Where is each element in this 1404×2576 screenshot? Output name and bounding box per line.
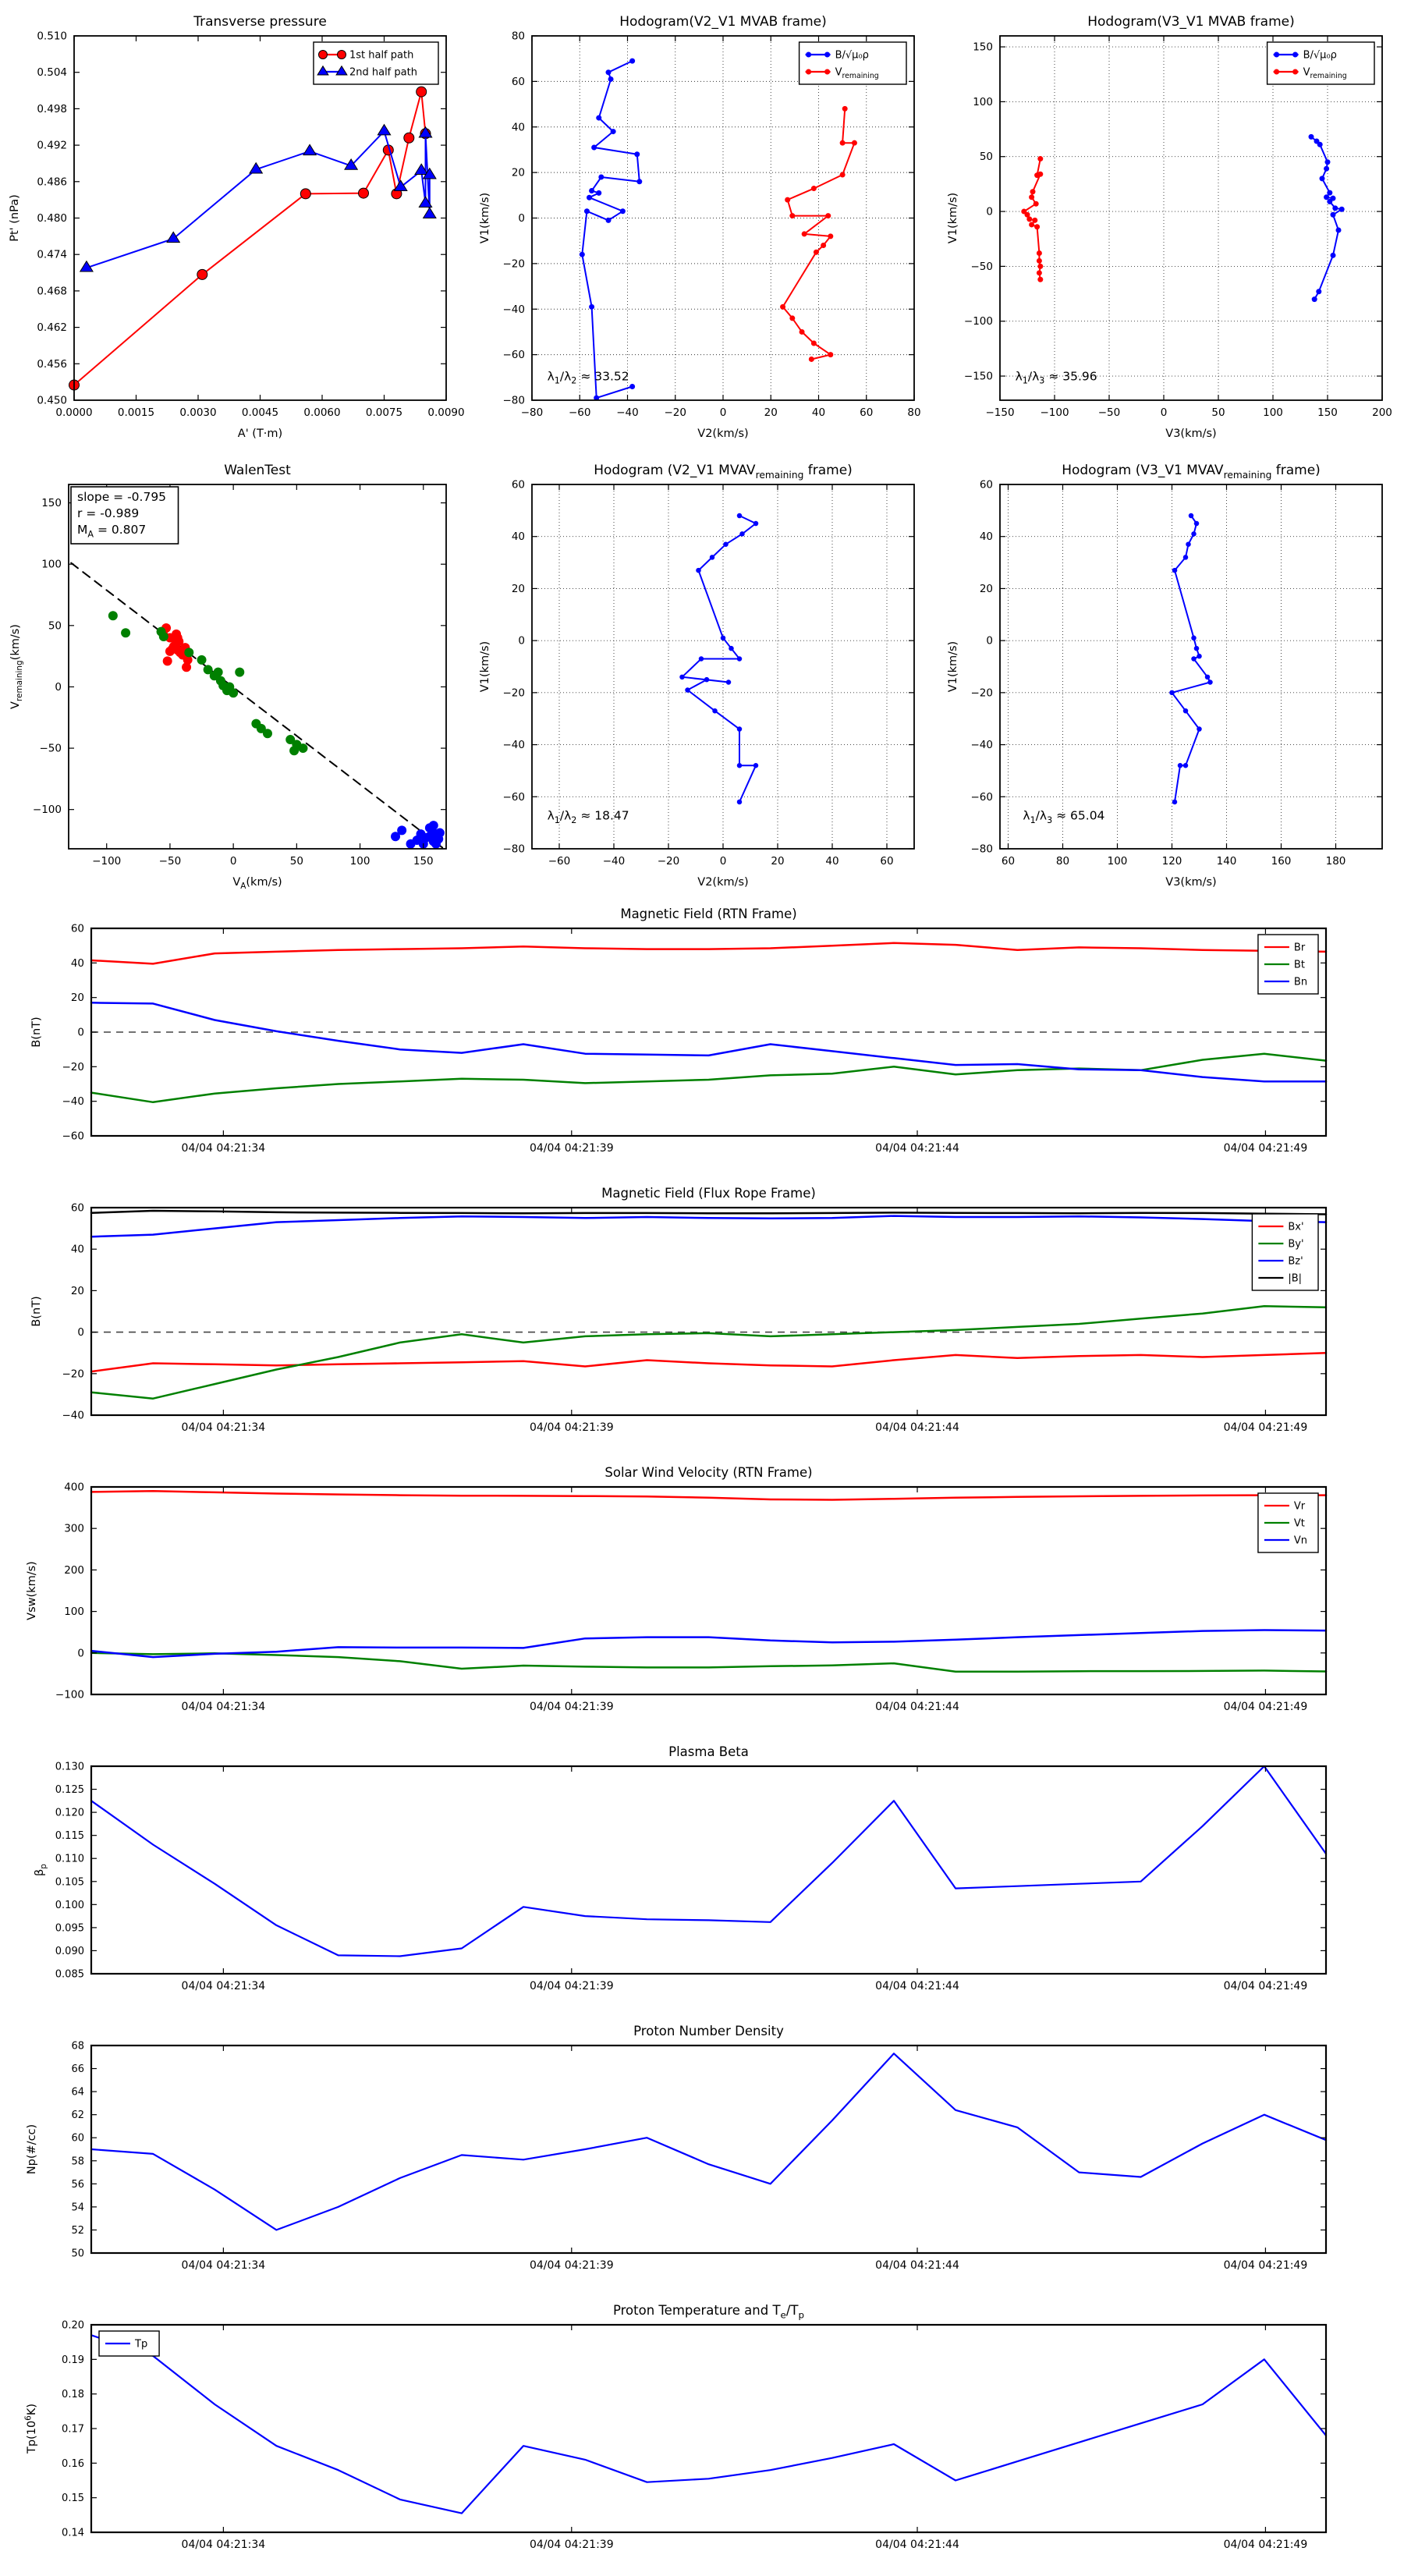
series-V-remaining [783, 108, 855, 359]
y-tick-label: −40 [62, 1095, 84, 1109]
proton-number-density-svg [0, 2014, 1404, 2294]
y-tick-label: 0.125 [55, 1784, 84, 1797]
x-tick-label: 50 [289, 855, 303, 868]
x-tick-label: 150 [1317, 406, 1338, 419]
chart-plasma-beta [0, 1735, 1404, 2014]
chart-hodogram-v3v1-mvab [936, 0, 1404, 449]
x-tick-label: 0.0075 [365, 406, 403, 419]
chart-title: Hodogram (V2_V1 $MVAV_{remaining}$ frame) [594, 463, 853, 481]
y-tick-label: −150 [963, 370, 993, 383]
plot-area [91, 2325, 1326, 2532]
y-axis-label: V1(km/s) [947, 192, 959, 244]
x-tick-label: −40 [602, 855, 626, 868]
series-B-magnitude [91, 1211, 1326, 1215]
x-tick-label: 20 [771, 855, 785, 868]
legend-label: Bz' [1288, 1255, 1303, 1268]
legend-label: B/√μ₀ρ [1303, 49, 1337, 62]
legend-label: Vn [1293, 1535, 1308, 1547]
x-tick-label: 40 [825, 855, 839, 868]
series-fit-line [71, 563, 442, 848]
x-tick-label: 04/04 04:21:34 [181, 2539, 266, 2551]
y-tick-label: 0 [77, 1647, 84, 1660]
y-tick-label: −40 [502, 739, 525, 752]
x-tick-label: 0.0060 [303, 406, 341, 419]
plot-area [1000, 36, 1382, 400]
x-tick-label: 60 [880, 855, 894, 868]
x-tick-label: 0.0030 [179, 406, 217, 419]
chart-title: Hodogram(V3_V1 MVAB frame) [1087, 14, 1295, 30]
chart-title: Hodogram(V2_V1 MVAB frame) [619, 14, 827, 30]
y-tick-label: −50 [39, 742, 62, 755]
x-tick-label: −60 [569, 406, 591, 419]
y-tick-label: 200 [64, 1563, 84, 1577]
y-tick-label: 0 [77, 1326, 84, 1339]
y-tick-label: −100 [963, 315, 993, 328]
legend-label: Bn [1293, 976, 1308, 988]
walen-test-svg [0, 449, 468, 897]
chart-title: Hodogram (V3_V1 $MVAV_{remaining}$ frame) [1062, 463, 1321, 481]
y-tick-label: 40 [511, 530, 525, 544]
stats-line: $M_A = 0.807$ [77, 523, 147, 540]
y-tick-label: 0.18 [62, 2389, 84, 2401]
legend-label: B/√μ₀ρ [835, 49, 869, 62]
series-By-prime [91, 1306, 1326, 1398]
y-tick-label: 20 [979, 582, 993, 595]
legend-label: Tp [135, 2338, 148, 2351]
x-tick-label: 04/04 04:21:39 [529, 1701, 614, 1713]
chart-solar-wind-velocity [0, 1456, 1404, 1735]
legend-label: $V_{remaining}$ [835, 66, 879, 81]
chart-title: Magnetic Field (RTN Frame) [620, 907, 797, 921]
legend-label: 2nd half path [349, 66, 417, 79]
y-tick-label: 80 [511, 30, 525, 43]
x-tick-label: −50 [1097, 406, 1121, 419]
chart-magnetic-field-flux-rope [0, 1176, 1404, 1456]
y-tick-label: 0.120 [55, 1807, 84, 1819]
x-tick-label: 140 [1216, 855, 1237, 868]
y-tick-label: 58 [71, 2156, 84, 2168]
hodogram-v3v1-mvav-svg [936, 449, 1404, 897]
y-tick-label: 52 [71, 2224, 84, 2237]
y-tick-label: 0 [986, 205, 993, 218]
y-tick-label: 60 [979, 478, 993, 491]
y-tick-label: 0.15 [62, 2493, 84, 2505]
y-tick-label: 0.090 [55, 1945, 84, 1957]
y-tick-label: −80 [970, 843, 993, 856]
magnetic-field-flux-rope-svg [0, 1176, 1404, 1456]
x-tick-label: 04/04 04:21:44 [875, 1701, 959, 1713]
legend-label: |B| [1288, 1272, 1303, 1285]
y-tick-label: 0.100 [55, 1899, 84, 1911]
x-tick-label: 04/04 04:21:49 [1223, 1980, 1308, 1992]
x-tick-label: 04/04 04:21:44 [875, 1980, 959, 1992]
x-tick-label: 0 [1160, 406, 1168, 419]
series-1st-half-path [74, 92, 426, 385]
x-tick-label: −50 [158, 855, 182, 868]
y-tick-label: −40 [970, 739, 993, 752]
series-Vt [91, 1653, 1326, 1672]
chart-proton-number-density [0, 2014, 1404, 2294]
y-tick-label: 50 [979, 151, 993, 164]
y-tick-label: 0.105 [55, 1876, 84, 1889]
x-tick-label: 04/04 04:21:49 [1223, 2259, 1308, 2272]
y-tick-label: 60 [70, 1201, 84, 1215]
x-tick-label: 04/04 04:21:49 [1223, 2539, 1308, 2551]
x-tick-label: 80 [907, 406, 921, 419]
magnetic-field-rtn-svg [0, 897, 1404, 1176]
proton-temperature-svg [0, 2294, 1404, 2573]
series-V-remaining-hodogram [1172, 516, 1211, 802]
y-tick-label: 0 [518, 212, 525, 225]
x-axis-label: V2(km/s) [697, 428, 749, 440]
y-tick-label: 0.462 [37, 321, 67, 335]
x-tick-label: 0.0090 [427, 406, 465, 419]
y-tick-label: 150 [41, 497, 62, 510]
y-tick-label: 40 [511, 121, 525, 134]
series-Vr [91, 1491, 1326, 1499]
x-axis-label: V3(km/s) [1165, 876, 1217, 889]
y-tick-label: 0.20 [62, 2319, 84, 2332]
chart-title: Transverse pressure [193, 14, 327, 30]
y-tick-label: 60 [511, 478, 525, 491]
y-tick-label: −20 [970, 687, 993, 700]
transverse-pressure-svg [0, 0, 468, 449]
x-tick-label: 04/04 04:21:34 [181, 1142, 266, 1155]
y-tick-label: 20 [511, 582, 525, 595]
y-tick-label: 0.486 [37, 176, 67, 189]
x-tick-label: 100 [349, 855, 370, 868]
x-tick-label: −100 [1040, 406, 1069, 419]
x-tick-label: 0 [719, 406, 727, 419]
legend-label: Vt [1293, 1517, 1305, 1530]
y-tick-label: −60 [970, 790, 993, 804]
series-Vn [91, 1630, 1326, 1658]
y-tick-label: 62 [71, 2109, 84, 2122]
x-tick-label: 04/04 04:21:49 [1223, 1421, 1308, 1434]
y-tick-label: −40 [502, 303, 525, 316]
x-tick-label: −100 [92, 855, 122, 868]
y-tick-label: 40 [70, 956, 84, 970]
y-tick-label: −100 [55, 1688, 84, 1701]
chart-title: Proton Temperature and $T_e/T_p$ [612, 2303, 805, 2321]
annotation: $\lambda_1/\lambda_3 \approx 65.04$ [1023, 808, 1105, 825]
chart-title: Solar Wind Velocity (RTN Frame) [604, 1465, 813, 1480]
x-tick-label: 04/04 04:21:34 [181, 1421, 266, 1434]
y-tick-label: −50 [970, 260, 993, 273]
hodogram-v2v1-mvav-svg [468, 449, 936, 897]
x-tick-label: 04/04 04:21:39 [529, 1980, 614, 1992]
y-tick-label: 0.14 [62, 2527, 84, 2539]
x-tick-label: 04/04 04:21:44 [875, 2259, 959, 2272]
y-tick-label: 150 [973, 41, 993, 54]
chart-hodogram-v2v1-mvab [468, 0, 936, 449]
x-tick-label: −150 [985, 406, 1015, 419]
x-tick-label: 50 [1211, 406, 1225, 419]
y-tick-label: 0.19 [62, 2354, 84, 2366]
y-tick-label: 0.085 [55, 1968, 84, 1981]
legend-label: $V_{remaining}$ [1303, 66, 1347, 81]
chart-title: Proton Number Density [633, 2024, 784, 2038]
y-axis-label: Pt' (nPa) [9, 194, 21, 242]
y-tick-label: −20 [502, 687, 525, 700]
plot-area [91, 2046, 1326, 2253]
x-tick-label: −80 [520, 406, 544, 419]
series-B-over-sqrt-mu0rho [582, 61, 640, 398]
y-tick-label: 0.456 [37, 357, 67, 371]
y-tick-label: 0.115 [55, 1830, 84, 1843]
annotation: $\lambda_1/\lambda_3 \approx 35.96$ [1015, 369, 1097, 386]
x-tick-label: 80 [1055, 855, 1070, 868]
chart-magnetic-field-rtn [0, 897, 1404, 1176]
y-tick-label: 20 [70, 1284, 84, 1297]
x-tick-label: −20 [664, 406, 686, 419]
y-tick-label: 100 [973, 95, 993, 108]
x-tick-label: 120 [1161, 855, 1182, 868]
y-tick-label: 0.474 [37, 248, 67, 261]
y-tick-label: 0 [55, 680, 62, 694]
y-axis-label: $\beta_p$ [34, 1864, 49, 1876]
x-tick-label: 04/04 04:21:39 [529, 1421, 614, 1434]
x-tick-label: 04/04 04:21:34 [181, 1701, 266, 1713]
y-tick-label: 50 [48, 619, 62, 633]
series-Bz-prime [91, 1216, 1326, 1237]
x-tick-label: 40 [811, 406, 826, 419]
x-tick-label: 0 [719, 855, 727, 868]
y-tick-label: 20 [511, 166, 525, 179]
y-tick-label: 64 [71, 2086, 84, 2099]
y-axis-label: V1(km/s) [947, 640, 959, 693]
series-V-remaining-hodogram [682, 516, 757, 802]
x-axis-label: A' (T·m) [237, 428, 283, 440]
x-tick-label: 100 [1107, 855, 1128, 868]
plot-area [91, 1208, 1326, 1415]
x-tick-label: 0.0000 [55, 406, 93, 419]
y-tick-label: −60 [502, 790, 525, 804]
legend-label: Bx' [1288, 1221, 1304, 1233]
x-tick-label: −60 [548, 855, 571, 868]
y-tick-label: 0 [986, 634, 993, 648]
y-tick-label: 0.095 [55, 1922, 84, 1935]
plot-area [91, 1487, 1326, 1694]
x-tick-label: 04/04 04:21:44 [875, 1421, 959, 1434]
x-axis-label: $V_A(km/s)$ [232, 876, 282, 892]
x-tick-label: 60 [860, 406, 874, 419]
chart-hodogram-v2v1-mvav [468, 449, 936, 897]
y-axis-label: Vsw(km/s) [26, 1561, 38, 1620]
legend-label: By' [1288, 1238, 1304, 1251]
x-tick-label: 0 [229, 855, 237, 868]
stats-line: slope = -0.795 [77, 490, 167, 504]
chart-proton-temperature [0, 2294, 1404, 2573]
hodogram-v2v1-mvab-svg [468, 0, 936, 449]
x-tick-label: 04/04 04:21:49 [1223, 1142, 1308, 1155]
y-tick-label: 0.110 [55, 1853, 84, 1865]
x-tick-label: 200 [1372, 406, 1392, 419]
y-tick-label: 300 [64, 1522, 84, 1535]
series-beta-p [91, 1766, 1326, 1957]
y-axis-label: B(nT) [30, 1017, 43, 1048]
y-axis-label: $V_{remaining}(km/s)$ [9, 624, 25, 709]
y-tick-label: 0.504 [37, 66, 67, 80]
series-Np [91, 2053, 1326, 2230]
y-axis-label: B(nT) [30, 1296, 43, 1327]
y-tick-label: 50 [71, 2248, 84, 2260]
y-tick-label: −80 [502, 843, 525, 856]
chart-hodogram-v3v1-mvav [936, 449, 1404, 897]
chart-title: Magnetic Field (Flux Rope Frame) [601, 1186, 816, 1201]
series-2nd-half-path [87, 131, 430, 268]
series-Br [91, 943, 1326, 964]
y-tick-label: 100 [64, 1606, 84, 1619]
x-tick-label: −40 [616, 406, 639, 419]
y-axis-label: V1(km/s) [479, 640, 491, 693]
y-tick-label: 0.16 [62, 2457, 84, 2470]
chart-walen-test [0, 449, 468, 897]
y-tick-label: 0.17 [62, 2423, 84, 2436]
stats-line: r = -0.989 [77, 506, 140, 520]
chart-title: WalenTest [224, 463, 291, 478]
x-tick-label: 04/04 04:21:44 [875, 1142, 959, 1155]
y-tick-label: −20 [62, 1368, 84, 1381]
legend-label: Vr [1293, 1500, 1306, 1513]
y-tick-label: −60 [62, 1130, 84, 1143]
y-tick-label: 56 [71, 2178, 84, 2191]
plot-area [91, 1766, 1326, 1974]
y-tick-label: 68 [71, 2040, 84, 2053]
x-tick-label: 160 [1271, 855, 1292, 868]
y-tick-label: 40 [979, 530, 993, 544]
chart-transverse-pressure [0, 0, 468, 449]
series-Tp [91, 2335, 1326, 2513]
solar-wind-velocity-svg [0, 1456, 1404, 1735]
y-tick-label: 0.450 [37, 394, 67, 407]
series-Bt [91, 1054, 1326, 1102]
y-tick-label: 100 [41, 558, 62, 571]
y-tick-label: 400 [64, 1481, 84, 1494]
y-tick-label: 0.130 [55, 1761, 84, 1773]
x-tick-label: −20 [657, 855, 680, 868]
legend-label: Br [1293, 942, 1306, 954]
y-tick-label: −20 [62, 1060, 84, 1073]
annotation: $\lambda_1/\lambda_2 \approx 33.52$ [547, 369, 629, 386]
x-axis-label: V2(km/s) [697, 876, 749, 889]
legend [1252, 1214, 1318, 1290]
x-tick-label: 0.0045 [241, 406, 279, 419]
y-tick-label: −80 [502, 394, 525, 407]
x-tick-label: 04/04 04:21:39 [529, 2259, 614, 2272]
y-tick-label: −100 [32, 804, 62, 817]
y-tick-label: 40 [70, 1243, 84, 1256]
x-tick-label: 60 [1001, 855, 1016, 868]
series-Bn [91, 1002, 1326, 1081]
plot-area [74, 36, 446, 400]
y-tick-label: 0.510 [37, 30, 67, 43]
y-axis-label: V1(km/s) [479, 192, 491, 244]
y-tick-label: 54 [71, 2202, 84, 2214]
y-tick-label: 60 [71, 2132, 84, 2145]
x-tick-label: 20 [764, 406, 778, 419]
hodogram-v3v1-mvab-svg [936, 0, 1404, 449]
y-tick-label: 20 [70, 992, 84, 1005]
x-tick-label: 04/04 04:21:34 [181, 2259, 266, 2272]
y-tick-label: 0.498 [37, 102, 67, 115]
y-tick-label: −20 [502, 257, 525, 271]
chart-title: Plasma Beta [668, 1744, 749, 1759]
x-axis-label: V3(km/s) [1165, 428, 1217, 440]
y-axis-label: Np(#/cc) [26, 2124, 38, 2175]
legend-label: 1st half path [349, 49, 414, 62]
y-tick-label: −40 [62, 1409, 84, 1422]
x-tick-label: 04/04 04:21:39 [529, 2539, 614, 2551]
y-tick-label: 0 [77, 1026, 84, 1039]
x-tick-label: 180 [1325, 855, 1346, 868]
y-tick-label: 66 [71, 2063, 84, 2076]
y-axis-label: $Tp(10^6K)$ [23, 2404, 38, 2454]
x-tick-label: 04/04 04:21:34 [181, 1980, 266, 1992]
y-tick-label: 0.480 [37, 212, 67, 225]
y-tick-label: −60 [502, 349, 525, 362]
x-tick-label: 0.0015 [117, 406, 155, 419]
y-tick-label: 0.468 [37, 285, 67, 298]
y-tick-label: 0.492 [37, 139, 67, 152]
x-tick-label: 04/04 04:21:49 [1223, 1701, 1308, 1713]
annotation: $\lambda_1/\lambda_2 \approx 18.47$ [547, 808, 629, 825]
x-tick-label: 04/04 04:21:44 [875, 2539, 959, 2551]
y-tick-label: 60 [511, 75, 525, 88]
y-tick-label: 0 [518, 634, 525, 648]
plasma-beta-svg [0, 1735, 1404, 2014]
y-tick-label: 60 [70, 922, 84, 935]
x-tick-label: 04/04 04:21:39 [529, 1142, 614, 1155]
x-tick-label: 150 [413, 855, 434, 868]
legend-label: Bt [1293, 959, 1305, 971]
x-tick-label: 100 [1263, 406, 1283, 419]
